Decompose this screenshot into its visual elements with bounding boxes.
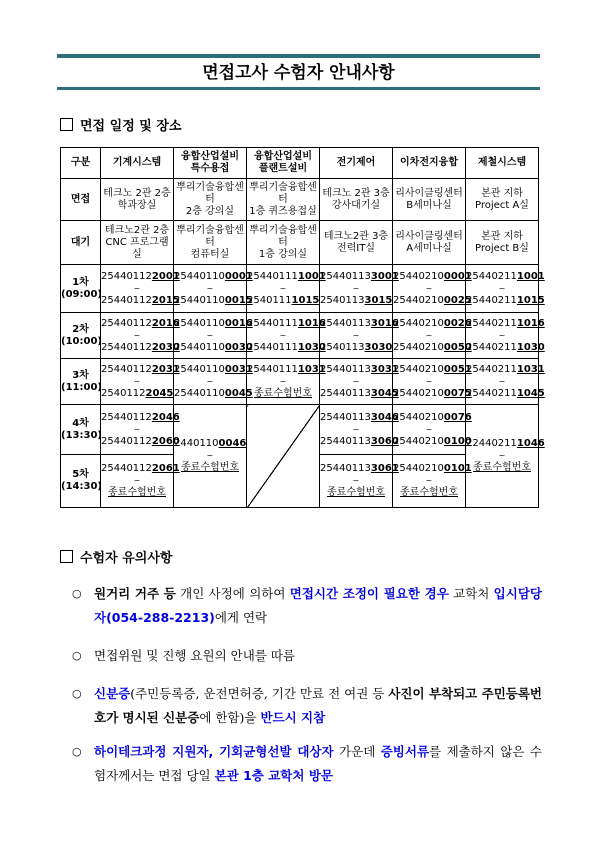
header-cell: 융합산업설비 특수용접: [174, 148, 247, 179]
circle-bullet-icon: ○: [72, 687, 82, 700]
schedule-table: [60, 147, 545, 508]
empty-diagonal-cell: [247, 405, 320, 508]
table-header-row: [61, 148, 539, 179]
exam-range-cell: 254401100001 ~ 254401100015: [174, 265, 247, 313]
section-schedule-title: 면접 일정 및 장소: [80, 119, 182, 134]
exam-range-cell: 254401133061 ~ 종료수험번호: [320, 455, 393, 508]
exam-range-cell: 254401133016 ~ 25401133030: [320, 313, 393, 359]
table-row: [61, 405, 539, 455]
exam-range-cell: 254401122061 ~ 종료수험번호: [101, 455, 174, 508]
circle-bullet-icon: ○: [72, 587, 82, 600]
exam-range-cell: 254401111001 ~ 25401111015: [247, 265, 320, 313]
header-cell: 제철시스템: [466, 148, 539, 179]
header-cell: 융합산업설비 플랜트설비: [247, 148, 320, 179]
exam-range-cell: 254401133046 ~ 254401133060: [320, 405, 393, 455]
header-cell: 기계시스템: [101, 148, 174, 179]
page-title: 면접고사 수험자 안내사항: [202, 63, 395, 83]
table-row: [61, 313, 539, 359]
wait-room-cell: 본관 지하 Project B실: [466, 221, 539, 265]
exam-range-cell: 254401111016 ~ 254401111030: [247, 313, 320, 359]
table-row: [61, 221, 539, 265]
row-label-venue: 면접: [61, 179, 101, 221]
venue-cell: 뿌리기술융합센터 1층 퀴즈용접실: [247, 179, 320, 221]
exam-range-cell: 254402111016 ~ 254402111030: [466, 313, 539, 359]
section-schedule-heading: [60, 115, 181, 134]
exam-range-cell: 254401100016 ~ 254401100030: [174, 313, 247, 359]
exam-range-cell: 254402100051 ~ 254402100075: [393, 359, 466, 405]
round-label: 2차 (10:00): [61, 313, 101, 359]
exam-range-cell: 254402100026 ~ 254402100050: [393, 313, 466, 359]
section-notice-title: 수험자 유의사항: [80, 551, 173, 566]
venue-cell: 리사이클링센터 B세미나실: [393, 179, 466, 221]
exam-range-cell: 254402111001 ~ 254402111015: [466, 265, 539, 313]
round-label: 5차 (14:30): [61, 455, 101, 508]
exam-range-cell: 254401122031 ~ 25401122045: [101, 359, 174, 405]
exam-range-cell: 254402100076 ~ 254402100100: [393, 405, 466, 455]
venue-cell: 뿌리기술융합센터 2층 강의실: [174, 179, 247, 221]
square-bullet-icon: [60, 550, 73, 563]
wait-room-cell: 테크노2관 3층 전력IT실: [320, 221, 393, 265]
table-row: [61, 179, 539, 221]
header-cell: 전기제어: [320, 148, 393, 179]
venue-cell: 본관 지하 Project A실: [466, 179, 539, 221]
exam-range-cell: 254401133001 ~ 25401133015: [320, 265, 393, 313]
title-bottom-rule: [57, 87, 540, 90]
notice-item: ○ 면접위원 및 진행 요원의 안내를 따름: [72, 644, 542, 668]
wait-room-cell: 테크노2관 2층 CNC 프로그램실: [101, 221, 174, 265]
exam-range-cell: 254401122016 ~ 254401122030: [101, 313, 174, 359]
row-label-wait: 대기: [61, 221, 101, 265]
exam-range-cell: 254401133031 ~ 254401133045: [320, 359, 393, 405]
exam-range-cell: 254401122046 ~ 254401122060: [101, 405, 174, 455]
notice-item: ○ 신분증(주민등록증, 운전면허증, 기간 만료 전 여권 등 사진이 부착되고 주민등록번호가 명시된 신분증에 한함)을 반드시 지참: [72, 682, 542, 730]
round-label: 4차 (13:30): [61, 405, 101, 455]
square-bullet-icon: [60, 118, 73, 131]
venue-cell: 테크노 2관 3층 강사대기실: [320, 179, 393, 221]
round-label: 1차 (09:00): [61, 265, 101, 313]
table-row: [61, 359, 539, 405]
notice-item: ○ 하이테크과정 지원자, 기회균형선발 대상자 가운데 증빙서류를 제출하지 않은 수험자께서는 면접 당일 본관 1층 교학처 방문: [72, 740, 542, 788]
wait-room-cell: 뿌리기술융합센터 1층 강의실: [247, 221, 320, 265]
wait-room-cell: 뿌리기술융합센터 컴퓨터실: [174, 221, 247, 265]
exam-range-cell: 254402100001 ~ 254402100025: [393, 265, 466, 313]
round-label: 3차 (11:00): [61, 359, 101, 405]
header-cell: 이차전지융합: [393, 148, 466, 179]
exam-range-cell-merged: 224402111046 ~ 종료수험번호: [466, 405, 539, 508]
header-cell: 구분: [61, 148, 101, 179]
circle-bullet-icon: ○: [72, 649, 82, 662]
exam-range-cell: 254402100101 ~ 종료수험번호: [393, 455, 466, 508]
section-notice-heading: [60, 547, 172, 566]
circle-bullet-icon: ○: [72, 745, 82, 758]
table-row: [61, 265, 539, 313]
wait-room-cell: 리사이클링센터 A세미나실: [393, 221, 466, 265]
exam-range-cell-merged: 24401100046 ~ 종료수험번호: [174, 405, 247, 508]
exam-range-cell: 254401122001 ~ 254401122015: [101, 265, 174, 313]
exam-range-cell: 254401100031 ~ 254401100045: [174, 359, 247, 405]
exam-range-cell: 254401111031 ~ 종료수험번호: [247, 359, 320, 405]
exam-range-cell: 254402111031 ~ 254402111045: [466, 359, 539, 405]
venue-cell: 테크노 2관 2층 학과장실: [101, 179, 174, 221]
notice-item: ○ 원거리 거주 등 개인 사정에 의하여 면접시간 조정이 필요한 경우 교학처 입시담당자(054-288-2213)에게 연락: [72, 582, 542, 630]
title-top-rule: [57, 54, 540, 58]
